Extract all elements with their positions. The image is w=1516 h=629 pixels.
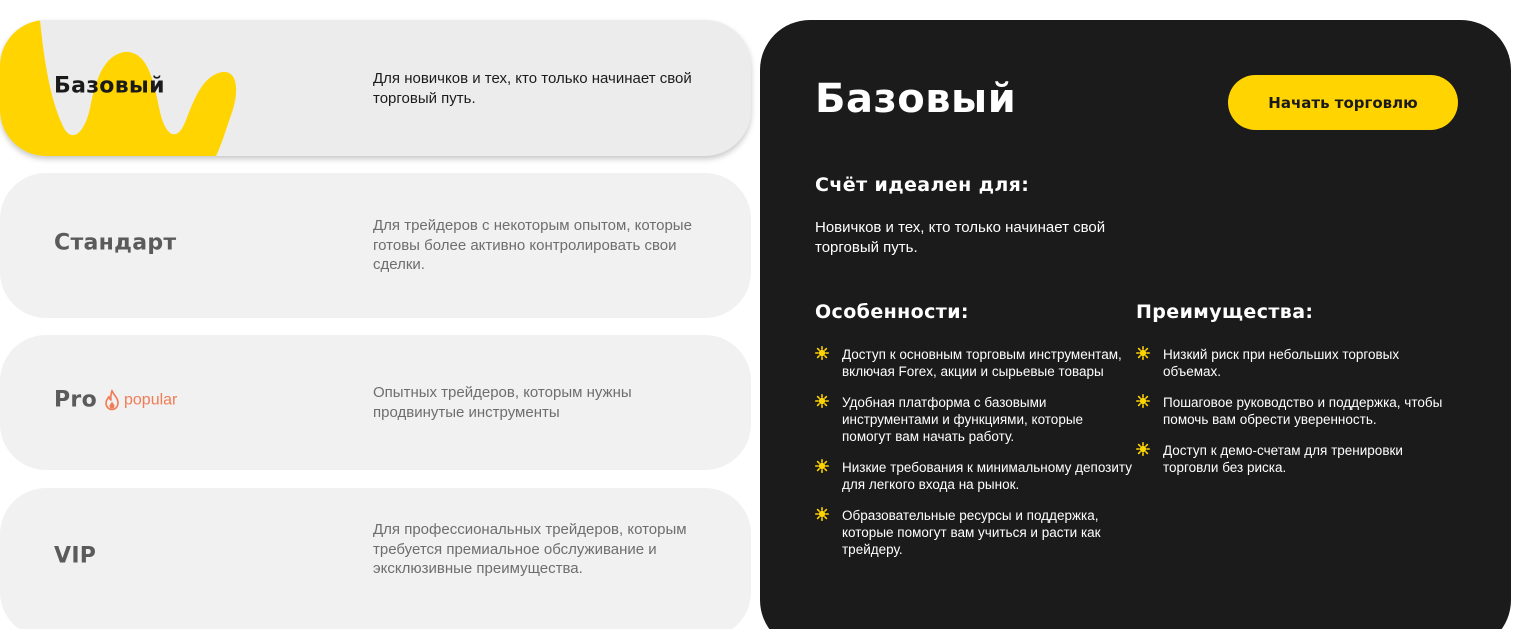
sunburst-icon	[1136, 394, 1150, 408]
detail-title: Базовый	[815, 76, 1017, 122]
sunburst-icon	[815, 459, 829, 473]
account-tab-pro[interactable]	[0, 335, 751, 470]
account-tab-basic[interactable]	[0, 20, 751, 156]
account-name: Стандарт	[54, 230, 177, 256]
list-item: Низкие требования к минимальному депозиту для легкого входа на рынок.	[815, 459, 1135, 493]
account-tab-standard[interactable]	[0, 173, 751, 318]
account-description: Для профессиональных трейдеров, которым требуется премиальное обслуживание и эксклюзивные преимущества.	[373, 521, 687, 577]
account-description: Для трейдеров с некоторым опытом, которые готовы более активно контролировать свои сделки.	[373, 217, 692, 273]
sunburst-icon	[815, 394, 829, 408]
start-trading-button[interactable]: Начать торговлю	[1228, 75, 1458, 130]
sunburst-icon	[1136, 346, 1150, 360]
ideal-for-heading: Счёт идеален для:	[815, 174, 1030, 196]
list-item: Пошаговое руководство и поддержка, чтобы помочь вам обрести уверенность.	[1136, 394, 1456, 428]
account-name: Базовый	[54, 73, 165, 99]
account-tab-vip[interactable]	[0, 488, 751, 629]
popular-badge: popular	[104, 390, 177, 411]
features-heading: Особенности:	[815, 301, 969, 323]
ideal-for-text: Новичков и тех, кто только начинает свой торговый путь.	[815, 219, 1106, 256]
account-name: Pro popular	[54, 387, 178, 413]
list-item: Доступ к демо-счетам для тренировки торговли без риска.	[1136, 442, 1456, 476]
flame-icon	[104, 390, 120, 411]
sunburst-icon	[815, 507, 829, 521]
account-detail-panel	[760, 20, 1511, 629]
sunburst-icon	[1136, 442, 1150, 456]
list-item: Доступ к основным торговым инструментам, включая Forex, акции и сырьевые товары	[815, 346, 1135, 380]
sunburst-icon	[815, 346, 829, 360]
account-description: Для новичков и тех, кто только начинает свой торговый путь.	[373, 70, 692, 107]
account-name: VIP	[54, 543, 97, 569]
advantages-list	[1136, 346, 1456, 490]
features-list	[815, 346, 1135, 572]
list-item: Низкий риск при небольших торговых объемах.	[1136, 346, 1456, 380]
account-description: Опытных трейдеров, которым нужны продвинутые инструменты	[373, 384, 632, 421]
list-item: Образовательные ресурсы и поддержка, которые помогут вам учиться и расти как трейдеру.	[815, 507, 1135, 558]
list-item: Удобная платформа с базовыми инструментами и функциями, которые помогут вам начать работу.	[815, 394, 1135, 445]
advantages-heading: Преимущества:	[1136, 301, 1314, 323]
